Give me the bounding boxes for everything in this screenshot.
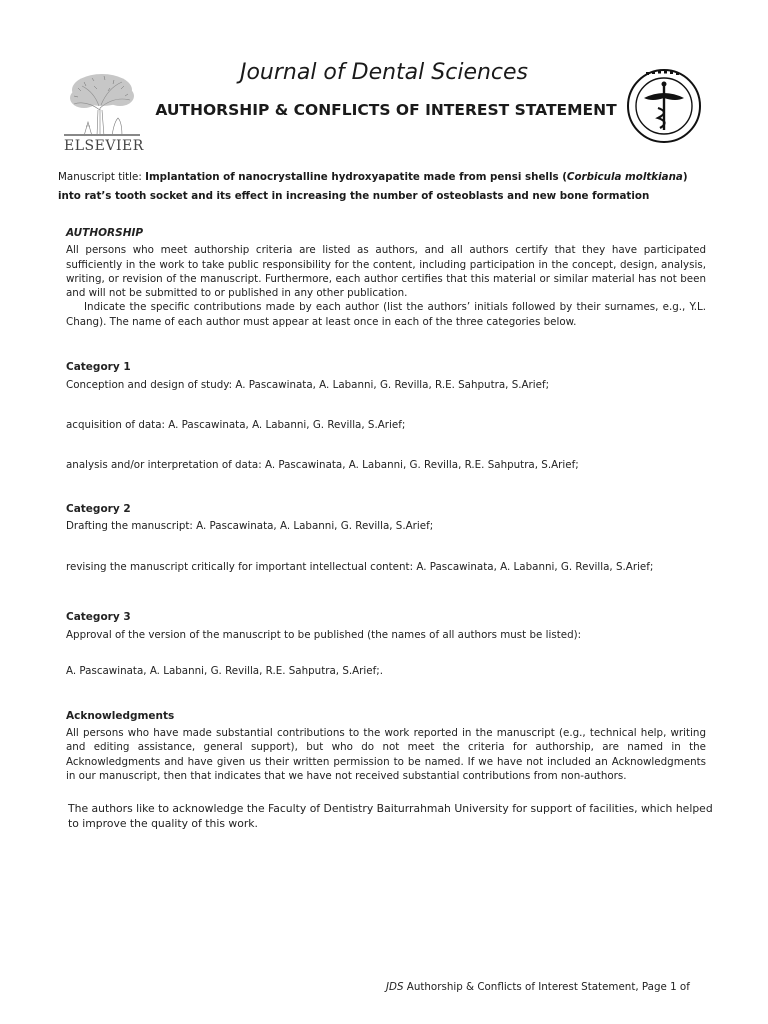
category1-analysis: analysis and/or interpretation of data: A. Pascawinata, A. Labanni, G. Revilla, R.E. Sahputra, S.Arief; xyxy=(66,459,579,471)
category3-authors: A. Pascawinata, A. Labanni, G. Revilla, R.E. Sahputra, S.Arief;. xyxy=(66,665,383,677)
manuscript-label: Manuscript title: xyxy=(58,171,142,183)
authorship-instructions: Indicate the specific contributions made by each author (list the authors’ initials followed by their surnames, e.g., Y.L. Chang). The name of each author must appear at least once in each of the three categories below. xyxy=(66,301,706,328)
journal-title: Journal of Dental Sciences xyxy=(239,60,529,85)
category1-conception: Conception and design of study: A. Pascawinata, A. Labanni, G. Revilla, R.E. Sahputra, S.Arief; xyxy=(66,379,550,391)
manuscript-title-part1: Implantation of nanocrystalline hydroxyapatite made from pensi shells ( xyxy=(145,171,567,183)
manuscript-species: Corbicula moltkiana xyxy=(566,171,683,183)
category1-heading: Category 1 xyxy=(66,361,131,373)
statement-title: AUTHORSHIP & CONFLICTS OF INTEREST STATEMENT xyxy=(155,101,617,119)
authorship-section xyxy=(66,226,706,329)
authorship-heading: AUTHORSHIP xyxy=(66,227,144,239)
authorship-paragraph: All persons who meet authorship criteria are listed as authors, and all authors certify that they have participated sufficiently in the work to take public responsibility for the content, including participation in the concept, design, analysis, writing, or revision of the manuscript. Furthermore, each author certifies that this material or similar material has not been and will not be submitted to or published in any other publication. xyxy=(66,244,706,300)
category2-heading: Category 2 xyxy=(66,503,131,515)
manuscript-title xyxy=(58,168,710,206)
acknowledgments-statement: The authors like to acknowledge the Faculty of Dentistry Baiturrahmah University for support of facilities, which helped to improve the quality of this work. xyxy=(68,802,713,830)
elsevier-wordmark: ELSEVIER xyxy=(64,138,144,154)
acknowledgments-heading: Acknowledgments xyxy=(66,710,175,722)
acknowledgments-paragraph: All persons who have made substantial contributions to the work reported in the manuscript (e.g., technical help, writing and editing assistance, general support), but who do not meet the criteria for authorship, are named in the Acknowledgments and have given us their written permission to be named. If we have not included an Acknowledgments in our manuscript, then that indicates that we have not received substantial contributions from non-authors. xyxy=(66,727,706,782)
footer-journal-abbr: JDS xyxy=(386,981,404,993)
category3-heading: Category 3 xyxy=(66,611,131,623)
category2-drafting: Drafting the manuscript: A. Pascawinata, A. Labanni, G. Revilla, S.Arief; xyxy=(66,520,434,532)
manuscript-title-part2: ) into rat’s tooth socket and its effect in increasing the number of osteoblasts and new bone formation xyxy=(58,171,688,202)
category1-acquisition: acquisition of data: A. Pascawinata, A. Labanni, G. Revilla, S.Arief; xyxy=(66,419,406,431)
category3-approval: Approval of the version of the manuscript to be published (the names of all authors must be listed): xyxy=(66,629,582,641)
footer-text: Authorship & Conflicts of Interest Statement, Page 1 of xyxy=(403,981,690,993)
category2-revising: revising the manuscript critically for important intellectual content: A. Pascawinata, A. Labanni, G. Revilla, S.Arief; xyxy=(66,561,654,573)
page-footer xyxy=(386,981,690,993)
